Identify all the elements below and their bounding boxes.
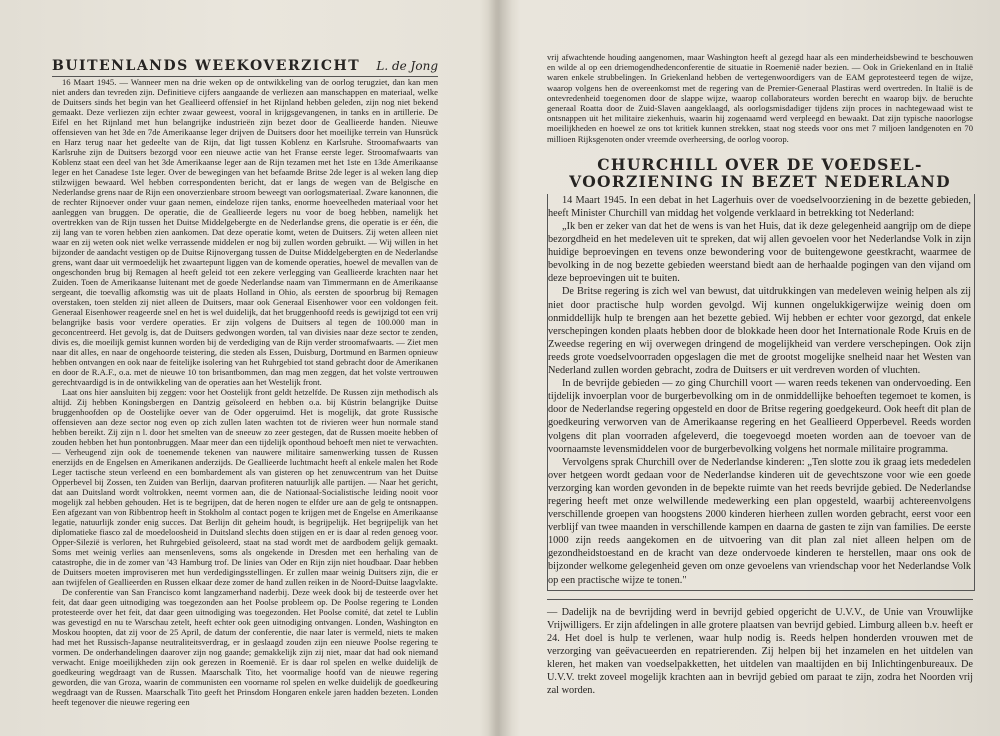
left-page xyxy=(0,0,495,736)
paragraph: De Britse regering is zich wel van bewust, dat uitdrukkingen van medeleven weinig helpen als zij niet door practische hulp worden gevolgd. Wij kunnen ongelukkigerwijze weinig doen om onmiddellijk hulp te brengen aan het bezette gebied. Wij hebben er echter voor gezorgd, dat enkele verschepingen konden plaats hebben door de blokkade heen door het Internationale Rode Kruis en de Zweedse regering en wij overwegen dringend de mogelijkheid van verdere verschepingen. Ook zijn reeds grote voedselvoorraden opgeslagen die met de grootst mogelijke snelheid naar het Westen van Nederland zullen worden gebracht, zodra de Duitsers er uit verdreven worden of vluchten. xyxy=(548,286,971,377)
article-title-line-1: CHURCHILL OVER DE VOEDSEL- xyxy=(597,154,923,174)
right-column xyxy=(547,52,973,697)
page-title: BUITENLANDS WEEKOVERZICHT xyxy=(52,58,361,74)
paragraph: De conferentie van San Francisco komt langzamerhand naderbij. Deze week dook bij de testeerde over het feit, dat daar geen uitnodiging was toegezonden aan het Poolse probleem op. De Poolse regering te Londen protesteerde over het feit, dat daar geen uitnodiging was toegezonden. Het Poolse comité, dat zetel te Lublin was gevestigd en nu te Warschau zetelt, heeft echter ook geen uitnodiging ontvangen. Londen, Washington en Moskou hoopten, dat zij voor de 25 April, de datum der conferentie, die naar later is vermeld, niets te maken had met het Russisch-Japanse neutraliteitsverdrag, er in geslaagd zouden zijn een nieuwe Poolse regering te vormen. De onderhandelingen daarover zijn nog gaande; gemakkelijk zijn zij niet, maar dat had ook niemand verwacht. Enige moeilijkheden zijn ook gerezen in Roemenië. Er is daar rol spelen en welke duidelijk de goedkeuring wegdraagt van de Russen. Maarschalk Tito, het voormalige hoofd van de nieuwe regering geworden, die van Groza, waarin de communisten een voorname rol spelen en welke duidelijk de goedkeuring wegdraagt van de Russen. Maarschalk Tito geeft het Prinsdom Hongaren enkele jaren hadden bezeten. Londen heeft tegenover die nieuwe regering een xyxy=(52,587,438,707)
paragraph: 16 Maart 1945. — Wanneer men na drie weken op de ontwikkeling van de oorlog terugziet, dan kan men niet anders dan tevreden zijn. Definitieve cijfers aangaande de verliezen aan manschappen en materiaal, welke de Duitsers sinds het begin van het Geallieerd offensief in het Rijnland hebben geleden, zijn nog niet bekend gemaakt. Deze verliezen zijn echter zwaar geweest, vooral in krijgsgevangenen, in tanks en in artillerie. De Eifel en het Rijnland met hun belangrijke industrieën zijn bezet door de Geallieerde handen. Nieuwe offensieven van het 3de en 7de Amerikaanse leger drijven de Duitsers door het moeilijke terrein van Hunsrück en Harz terug naar het gedeelte van de Rijn, dat ligt tussen Koblenz en Karlsruhe. Stroomafwaarts van Karlsruhe zijn de Duitsers bezorgd voor een nieuwe actie van het Franse eerste leger. Stroomafwaarts van Koblenz staat een deel van het 3de Amerikaanse leger aan de Rijn tezamen met het 1ste en 13de Amerikaanse leger en het Canadese 1ste leger. Over de bewegingen van het befaamde Britse 2de leger is al weken lang diep stilzwijgen bewaard. Wel hebben correspondenten bericht, dat er langs de wegen van de Belgische en Nederlandse grens naar de Rijn een onoverzienbare stroom beweegt van oorlogsmateriaal. Zware kanonnen, die de rechter Rijnoever onder vuur gaan nemen, eindeloze rijen tanks, enorme hoeveelheden materiaal voor het aanleggen van bruggen. De operatie, die de Geallieerde legers nu voor de boeg hebben, namelijk het overtrekken van de Rijn tussen het Duitse Middelgebergte en de Nederlandse grens, die operatie is er één, die zij lang van te voren hebben zien aankomen. Dat deze operatie komt, weten de Duitsers. Zij weten alleen niet waar en zij weten ook niet welke verrassende middelen er nog bij zullen worden gebruikt. — Wij willen in het bijzonder de aandacht vestigen op de Duitse Rijnovergang tussen de Duitse Middelgebergten en de Nederlandse grens, want daar uit vermoedelijk het zwaartepunt liggen van de komende operaties, hoewel de mevallen van de ongeschonden brug bij Remagen al heeft geleid tot een zekere verlegging van Geallieerde krachten naar het Zuiden. Toen de Amerikaanse luitenant met de goede Nederlandse naam van Timmermann en de Amerikaanse sergeant, die toevallig afkomstig was uit de plaats Holland in Ohio, als eersten de spoorbrug bij Remagen overstaken, toen stelden zij niet alleen de Duitsers, maar ook Generaal Eisenhower voor een voldongen feit. Generaal Eisenhower reageerde snel en het is wel duidelijk, dat het bruggenhoofd reeds is gewijzigd tot een vrij belangrijke basis voor verdere operaties. Er zijn volgens de Duitsers al tegen de 100.000 man in geconcentreerd. Het gevolg is, dat de Duitsers gedwongen worden, tal van divisies naar deze sector te zenden, divis es, die moeilijk gemist kunnen worden bij de verdediging van de Rijn verder stroomafwaarts. — Ziet men naar dit alles, en naar de ongehoorde teistering, die steden als Essen, Duisburg, Dortmund en Barmen opnieuw hebben ontvangen en ook naar de feitelijke isolering van het Ruhrgebied tot stand gebracht door de Amerikanen en door de R.A.F., o.a. met de nieuwe 10 ton brisantbommen, dan mag men zeggen, dat het volste vertrouwen gerechtvaardigd is in de ontwikkeling van de operaties aan het Westelijk front. xyxy=(52,77,438,387)
left-article-body xyxy=(52,77,438,707)
paragraph: Laat ons hier aansluiten bij zeggen: voor het Oostelijk front geldt hetzelfde. De Russen zijn methodisch als altijd. Zij hebben Koningsbergen en Dantzig geïsoleerd en hebben o.a. bij Küstrin belangrijke Duitse bruggenhoofden op de Oostelijke oever van de Oder opgeruimd. Het is mogelijk, dat grote Russische offensieven aan deze sector nog even op zich zullen laten wachten tot de rivieren weer hun normale stand hebben bereikt. Zij zijn n l. door het smelten van de sneeuw zo zeer gestegen, dat de Russen moeite hebben of zouden hebben het hun pontonbruggen. Maar meer dan een tijdelijk oponthoud behoeft men niet te verwachten. — Verheugend zijn ook de toenemende tekenen van nauwere militaire samenwerking tussen de Russen enerzijds en de Engelsen en Amerikanen anderzijds. De Geallieerde luchtmacht heeft al enkele malen het Rode Leger tactische steun verleend en een bombardement als van gisteren op het zenuwcentrum van het Duitse Opperbevel bij Zossen, ten Zuiden van Berlijn, daarvan profiteren natuurlijk alle partijen. — Naar het gericht, dat aan Duitsland wordt voltrokken, neemt vormen aan, die de Nationaal-Socialistische leiding nooit voor mogelijk zal hebben gehouden. Het is te begrijpen, dat de heren nogen te elfder ure aan de gelg te ontsnappen. Een afgezant van von Ribbentrop heeft in Stokholm al contact pogen te krijgen met de Engelse en Amerikaanse legatie, natuurlijk zonder enig succes. Dat Berlijn dit geheim houdt, is begrijpelijk. Het begrijpelijk van het diplomatieke fiasco zal de moedeloosheid in Duitsland slechts doen stijgen en er is daar al reden genoeg voor. Opper-Silezië is verloren, het Ruhrgebied geïsoleerd, staat na stad wordt met de aardbodem gelijk gemaakt. Soms met weinig verlies aan mensenlevens, soms als ongekende in Dresden met een herhaling van de catastrophe, die in de zomer van '43 Hamburg trof. De linies van Oder en Rijn zijn niet houdbaar. Daar hebben de Duitsers moeten improviseren met hun verdedigingsstellingen. Er zullen maar weinig Duitsers zijn, die er aan twijfelen of Geallieerden en Russen elkaar deze zomer de hand zullen reiken in de Noord-Duitse laagvlakte. xyxy=(52,387,438,587)
uvv-note: — Dadelijk na de bevrijding werd in bevrijd gebied opgericht de U.V.V., de Unie van Vrouwlijke Vrijwilligers. Er zijn afdelingen in alle grotere plaatsen van bevrijd gebied. Limburg alleen b.v. heeft er 24. Het doel is hulp te verlenen, waar hulp nodig is. Reeds helpen honderden vrouwen met de verzorging van geëvacueerden en repatrierenden. Zij helpen bij het inzamelen en het uitdelen van kleren, het maken van voedselpakketten, het uitdelen van maaltijden en bij Inlichtingenbureaux. De U.V.V. trekt zoveel mogelijk krachten aan in bevrijd gebied om paraat te zijn, zodra het Noorden vrij zal worden. xyxy=(547,606,973,696)
continued-paragraph: vrij afwachtende houding aangenomen, maar Washington heeft al gezegd haar als een minderheidsbewind te beschouwen en wilde al op een driemogendhedenconferentie de situatie in Roemenië nader bezien. — Ook in Griekenland en in Italië waren enkele strubbelingen. In Griekenland hebben de vertegenwoordigers van de EAM geprotesteerd tegen de wijze, waarop volgens hen de overeenkomst met de regering van de Premier-Generaal Plastiras werd overtreden. In Italië is de ontevredenheid toegenomen door de slappe wijze, waarop collaborateurs worden berecht en waarop bijv. de beruchte generaal Roatta door de Zuid-Slaven aangeklaagd, als oorlogsmisdadiger tijdens zijn proces in nachtegewaad wist te ontsnappen uit het militaire ziekenhuis, waarin hij zogenaamd werd verpleegd en bewaakt. Dat zijn typische naoorlogse moeilijkheden en hoewel ze ons tot kritiek kunnen strekken, staat nog steeds voor ons met 7 miljoen landgenoten en 70 millioen Rijksgenoten onder vreemde overheersing, de oorlog voorop. xyxy=(547,52,973,144)
paragraph: Vervolgens sprak Churchill over de Nederlandse kinderen: „Ten slotte zou ik graag iets mededelen over hetgeen wordt gedaan voor de Nederlandse kinderen uit de gevechtszone voor wie een goede verzorging kan worden gevonden in de bepekte ruimte van het reeds bevrijde gebied. De Nederlandse regering heeft met onze welwillende medewerking een plan opgesteld, waarbij achtereenvolgens verschillende groepen van hoogstens 2000 kinderen hierheen zullen worden gebracht, eerst voor een verblijf van twee maanden in verschillende kampen en daarna de gasten te zijn van families. De eerste 1000 zijn reeds aangekomen en de uitvoering van dit plan zal niet alleen helpen om de gezondheidstoestand en de kracht van deze ondervoede kinderen te herstellen, maar ons ook de bijzonder welkome gelegenheid geven om onze gevoelens van vriendschap voor het Nederlandse Volk op een practische wijze te tonen." xyxy=(548,456,971,586)
author-name: L. de Jong xyxy=(376,59,438,73)
paragraph: In de bevrijde gebieden — zo ging Churchill voort — waren reeds tekenen van ondervoeding. Een tijdelijk invoerplan voor de burgerbevolking om in de onmiddellijke behoeften tegemoet te komen, is door de Nederlandse regering opgesteld en door de Britse regering goedgekeurd. Ook heeft dit plan de goedkeuring verworven van de Amerikaanse regering en het Geallieerd Opperbevel. Reeds worden volgens dit plan voorraden afgeleverd, die toegevoegd moeten worden aan de toevoer van de voornaamste levensmiddelen voor de burgerbevolking volgens het normale militaire programma. xyxy=(548,378,971,455)
left-header xyxy=(52,58,438,77)
churchill-article-body xyxy=(547,194,975,591)
left-column xyxy=(52,58,438,707)
paragraph: „Ik ben er zeker van dat het de wens is van het Huis, dat ik deze gelegenheid aangrijp om de diepe bezorgdheid en het medeleven uit te spreken, dat wij allen gevoelen voor het Nederlandse Volk in zijn huidige beproevingen en tevens onze bewondering voor de buitengewone geestkracht, waarmee de bevolking in de nog bezette gebieden weerstand biedt aan de herhaalde pogingen van den vijand om deze beproevingen uit te buiten. xyxy=(548,221,971,285)
article-title-line-2: VOORZIENING IN BEZET NEDERLAND xyxy=(569,171,951,191)
article-title xyxy=(547,156,973,190)
right-page xyxy=(505,0,1000,736)
paragraph: 14 Maart 1945. In een debat in het Lagerhuis over de voedselvoorziening in de bezette gebieden, heeft Minister Churchill van middag het volgende verklaard in betrekking tot Nederland: xyxy=(548,194,971,219)
section-divider xyxy=(547,599,973,600)
